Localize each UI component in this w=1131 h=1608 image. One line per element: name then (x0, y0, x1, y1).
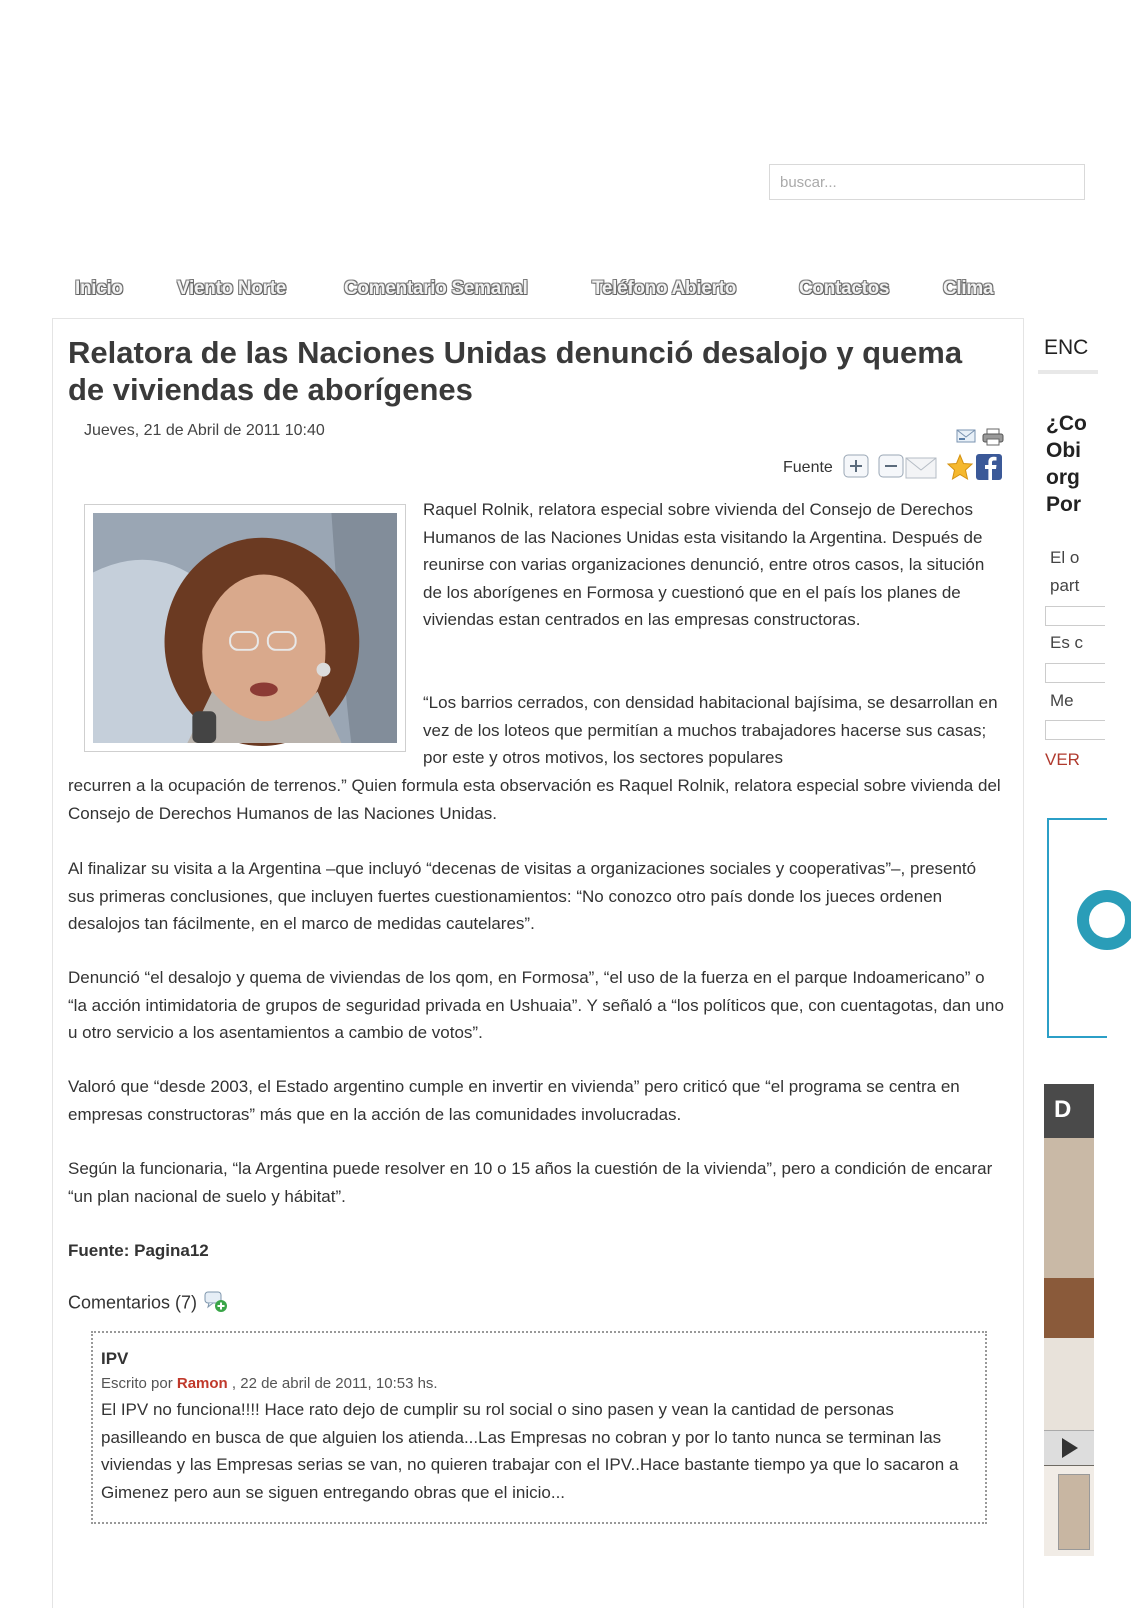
article-paragraph-3: Al finalizar su visita a la Argentina –que incluyó “decenas de visitas a organizaciones sociales y cooperativas”–, presentó sus primeras conclusiones, que incluyen fuertes cuestionamientos: “No conozco otro país donde los jueces ordenen desalojos tan fácilmente, en el marco de medidas cautelares”. (68, 859, 977, 933)
facebook-icon[interactable] (975, 453, 1003, 480)
play-icon[interactable] (1056, 1435, 1082, 1461)
article-date: Jueves, 21 de Abril de 2011 10:40 (84, 422, 325, 439)
font-decrease-icon[interactable] (877, 453, 905, 480)
print-icon[interactable] (982, 428, 1004, 451)
nav-item-telefono-abierto[interactable]: Teléfono Abierto (592, 278, 737, 299)
comment-date: , 22 de abril de 2011, 10:53 hs. (231, 1375, 438, 1392)
comments-count[interactable] (68, 1289, 228, 1318)
poll-option-3-radio[interactable] (1045, 720, 1105, 740)
article-photo (84, 504, 406, 752)
main-nav (52, 278, 1012, 308)
comments-count-label: Comentarios (7) (68, 1292, 198, 1313)
article-paragraph-1: Raquel Rolnik, relatora especial sobre vivienda del Consejo de Derechos Humanos de las Naciones Unidas esta visitando la Argentina. Después de reunirse con varias organizaciones denunció, entre otros casos, la situción de los aborígenes en Formosa y cuestionó que en el país los planes de viviendas estan centrados en las empresas constructoras. (423, 500, 985, 629)
poll-option-3-label: Me (1050, 691, 1074, 710)
nav-item-clima[interactable]: Clima (943, 278, 994, 299)
article-paragraph-6: Según la funcionaria, “la Argentina puede resolver en 10 o 15 años la cuestión de la vivienda”, pero a condición de encarar “un plan nacional de suelo y hábitat”. (68, 1159, 993, 1206)
video-title-letter: D (1054, 1096, 1072, 1123)
poll-option-1-label: El o (1050, 548, 1080, 567)
comment-meta (101, 1375, 977, 1392)
woman-portrait-image (93, 513, 397, 743)
sidebar-video-player[interactable] (1044, 1084, 1094, 1554)
article-source: Fuente: Pagina12 (68, 1241, 209, 1260)
article-paragraph-2-start: “Los barrios cerrados, con densidad habitacional bajísima, se desarrollan en vez de los loteos que permitían a muchos trabajadores hacerse sus casas; por este y otros motivos, los sectores populares (423, 693, 998, 767)
font-increase-icon[interactable] (842, 453, 870, 480)
nav-item-inicio[interactable]: Inicio (75, 278, 123, 299)
font-size-label: Fuente (783, 459, 833, 476)
search-input[interactable] (770, 165, 1084, 199)
search-box[interactable] (769, 164, 1085, 200)
sidebar-divider (1038, 370, 1098, 374)
sidebar-poll-heading: ENC (1044, 336, 1089, 359)
nav-item-contactos[interactable]: Contactos (799, 278, 890, 299)
add-comment-icon[interactable] (204, 1289, 228, 1318)
email-icon[interactable] (956, 428, 976, 449)
poll-question: ¿Co Obi org Por (1046, 412, 1087, 516)
video-thumbnail-image (1044, 1138, 1094, 1438)
share-email-icon[interactable] (904, 453, 938, 480)
poll-option-1-label-cont: part (1050, 576, 1080, 595)
video-playlist[interactable] (1044, 1466, 1094, 1556)
nav-item-comentario-semanal[interactable]: Comentario Semanal (344, 278, 528, 299)
nav-item-viento-norte[interactable]: Viento Norte (177, 278, 287, 299)
sidebar (1035, 318, 1089, 1608)
video-title-bar (1044, 1084, 1094, 1138)
poll-option-2-label: Es c (1050, 633, 1084, 652)
poll-option-2-radio[interactable] (1045, 663, 1105, 683)
comment-author-link[interactable]: Ramon (176, 1375, 228, 1392)
comment-written-by: Escrito por (101, 1375, 173, 1392)
comment-title: IPV (101, 1349, 129, 1368)
sidebar-ad-banner[interactable] (1047, 818, 1107, 1038)
article-paragraph-4: Denunció “el desalojo y quema de viviendas de los qom, en Formosa”, “el uso de la fuerza en el parque Indoamericano” o “la acción intimidatoria de grupos de seguridad privada en Ushuaia”. Y señaló a “los políticos que, con cuentagotas, dan uno u otro servicio a los asentamientos a cambio de votos”. (68, 968, 1004, 1042)
article-title: Relatora de las Naciones Unidas denunció desalojo y quema de viviendas de aborígenes (68, 335, 963, 407)
poll-option-1-radio[interactable] (1045, 606, 1105, 626)
video-playlist-thumbnail[interactable] (1058, 1474, 1090, 1550)
poll-results-link[interactable]: VER (1045, 750, 1080, 769)
favorite-star-icon[interactable] (946, 453, 974, 480)
comment-item (91, 1331, 987, 1524)
article-paragraph-5: Valoró que “desde 2003, el Estado argentino cumple en invertir en vivienda” pero criticó que “el programa se centra en empresas constructoras” más que en la acción de las comunidades involucradas. (68, 1077, 960, 1124)
article-paragraph-2-rest: recurren a la ocupación de terrenos.” Quien formula esta observación es Raquel Rolnik, relatora especial sobre vivienda del Consejo de Derechos Humanos de las Naciones Unidas. (68, 776, 1001, 823)
comment-text: El IPV no funciona!!!! Hace rato dejo de cumplir su rol social o sino pasen y vean la cantidad de personas pasilleando en busca de que alguien los atienda...Las Empresas no cobran y por lo tanto nunca se terminan las viviendas y las Empresas serias se van, no quieren trabajar con el IPV..Hace bastante tiempo ya que lo sacaron a Gimenez pero aun se siguen entregando obras que el inicio... (101, 1400, 959, 1502)
video-controls (1044, 1430, 1094, 1465)
